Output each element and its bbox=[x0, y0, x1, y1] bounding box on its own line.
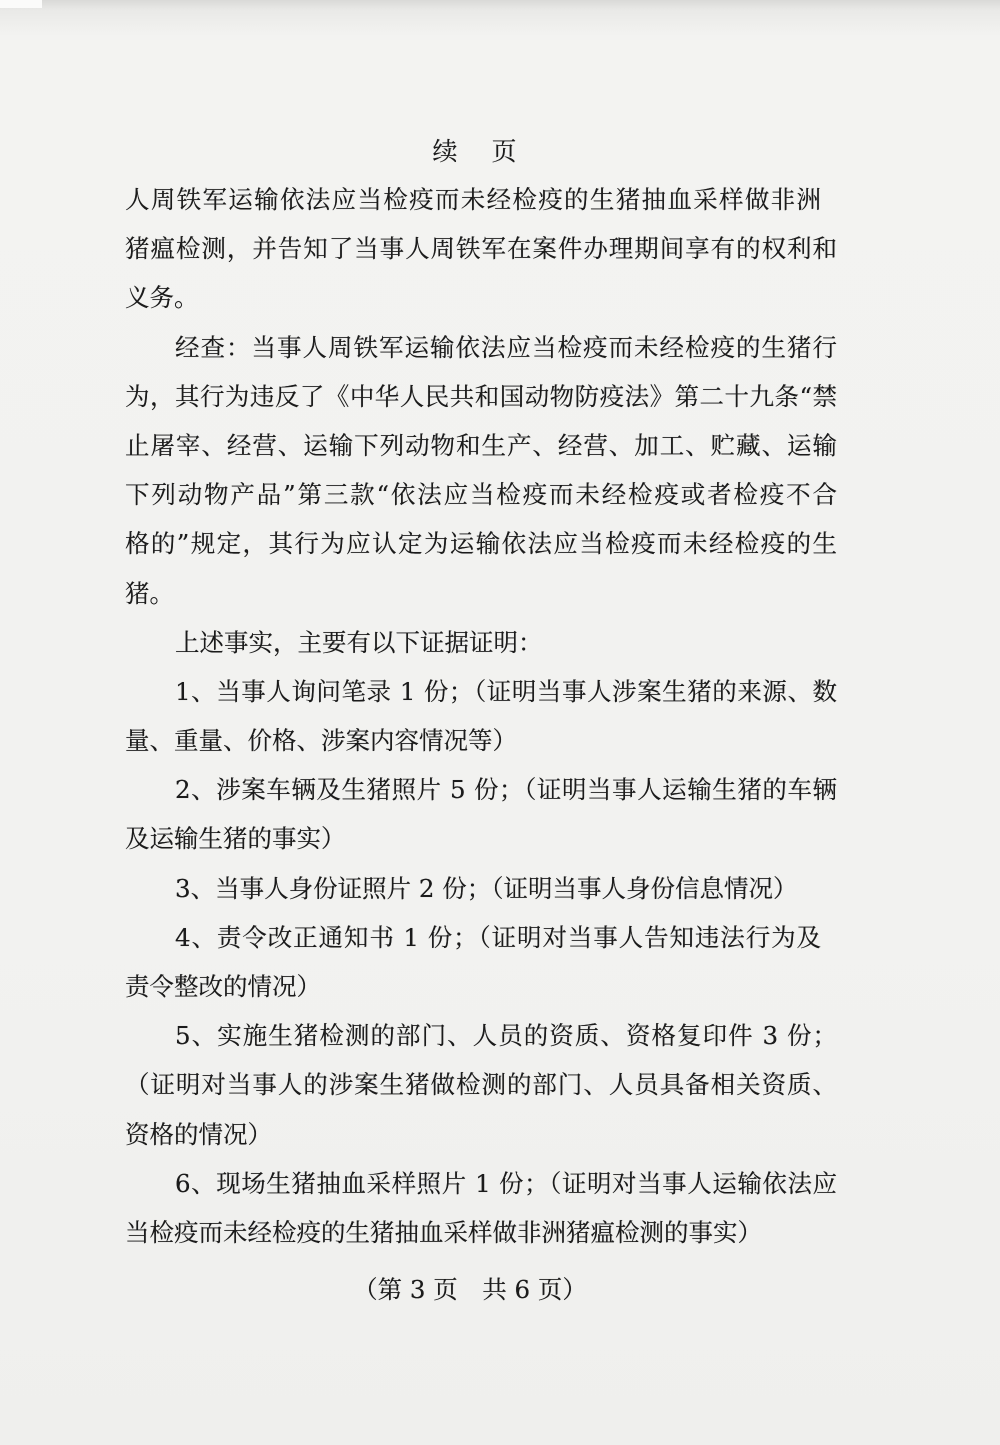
evidence-item-5: 5、实施生猪检测的部门、人员的资质、资格复印件 3 份； bbox=[175, 1021, 837, 1051]
page-title: 续 页 bbox=[432, 137, 518, 166]
text-line: 责令整改的情况） bbox=[125, 972, 321, 1001]
scan-artifact bbox=[0, 0, 42, 8]
text-line: 止屠宰、经营、运输下列动物和生产、经营、加工、贮藏、运输 bbox=[125, 430, 837, 460]
text-line: 量、重量、价格、涉案内容情况等） bbox=[125, 726, 517, 756]
text-line: 下列动物产品”第三款“依法应当检疫而未经检疫或者检疫不合 bbox=[125, 480, 837, 510]
text-line: 经查：当事人周铁军运输依法应当检疫而未经检疫的生猪行 bbox=[175, 332, 837, 362]
text-line: 猪瘟检测，并告知了当事人周铁军在案件办理期间享有的权利和 bbox=[125, 234, 837, 264]
evidence-item-2: 2、涉案车辆及生猪照片 5 份；（证明当事人运输生猪的车辆 bbox=[175, 775, 837, 805]
text-line: 及运输生猪的事实） bbox=[125, 824, 346, 854]
text-line: 义务。 bbox=[125, 283, 199, 313]
text-line: 资格的情况） bbox=[125, 1119, 272, 1149]
text-line: 猪。 bbox=[125, 578, 174, 608]
page-number: （第 3 页 共 6 页） bbox=[353, 1275, 587, 1304]
document-body bbox=[125, 175, 837, 1257]
text-line: 人周铁军运输依法应当检疫而未经检疫的生猪抽血采样做非洲 bbox=[125, 185, 821, 214]
evidence-item-4: 4、责令改正通知书 1 份；（证明对当事人告知违法行为及 bbox=[175, 922, 821, 952]
text-line: 上述事实，主要有以下证据证明： bbox=[175, 627, 543, 657]
evidence-item-3: 3、当事人身份证照片 2 份；（证明当事人身份信息情况） bbox=[175, 873, 798, 903]
evidence-item-6: 6、现场生猪抽血采样照片 1 份；（证明对当事人运输依法应 bbox=[175, 1168, 837, 1198]
evidence-item-1: 1、当事人询问笔录 1 份；（证明当事人涉案生猪的来源、数 bbox=[175, 676, 837, 706]
text-line: （证明对当事人的涉案生猪做检测的部门、人员具备相关资质、 bbox=[125, 1070, 837, 1100]
text-line: 格的”规定，其行为应认定为运输依法应当检疫而未经检疫的生 bbox=[125, 529, 837, 559]
text-line: 当检疫而未经检疫的生猪抽血采样做非洲猪瘟检测的事实） bbox=[125, 1217, 762, 1247]
text-line: 为，其行为违反了《中华人民共和国动物防疫法》第二十九条“禁 bbox=[125, 381, 837, 411]
